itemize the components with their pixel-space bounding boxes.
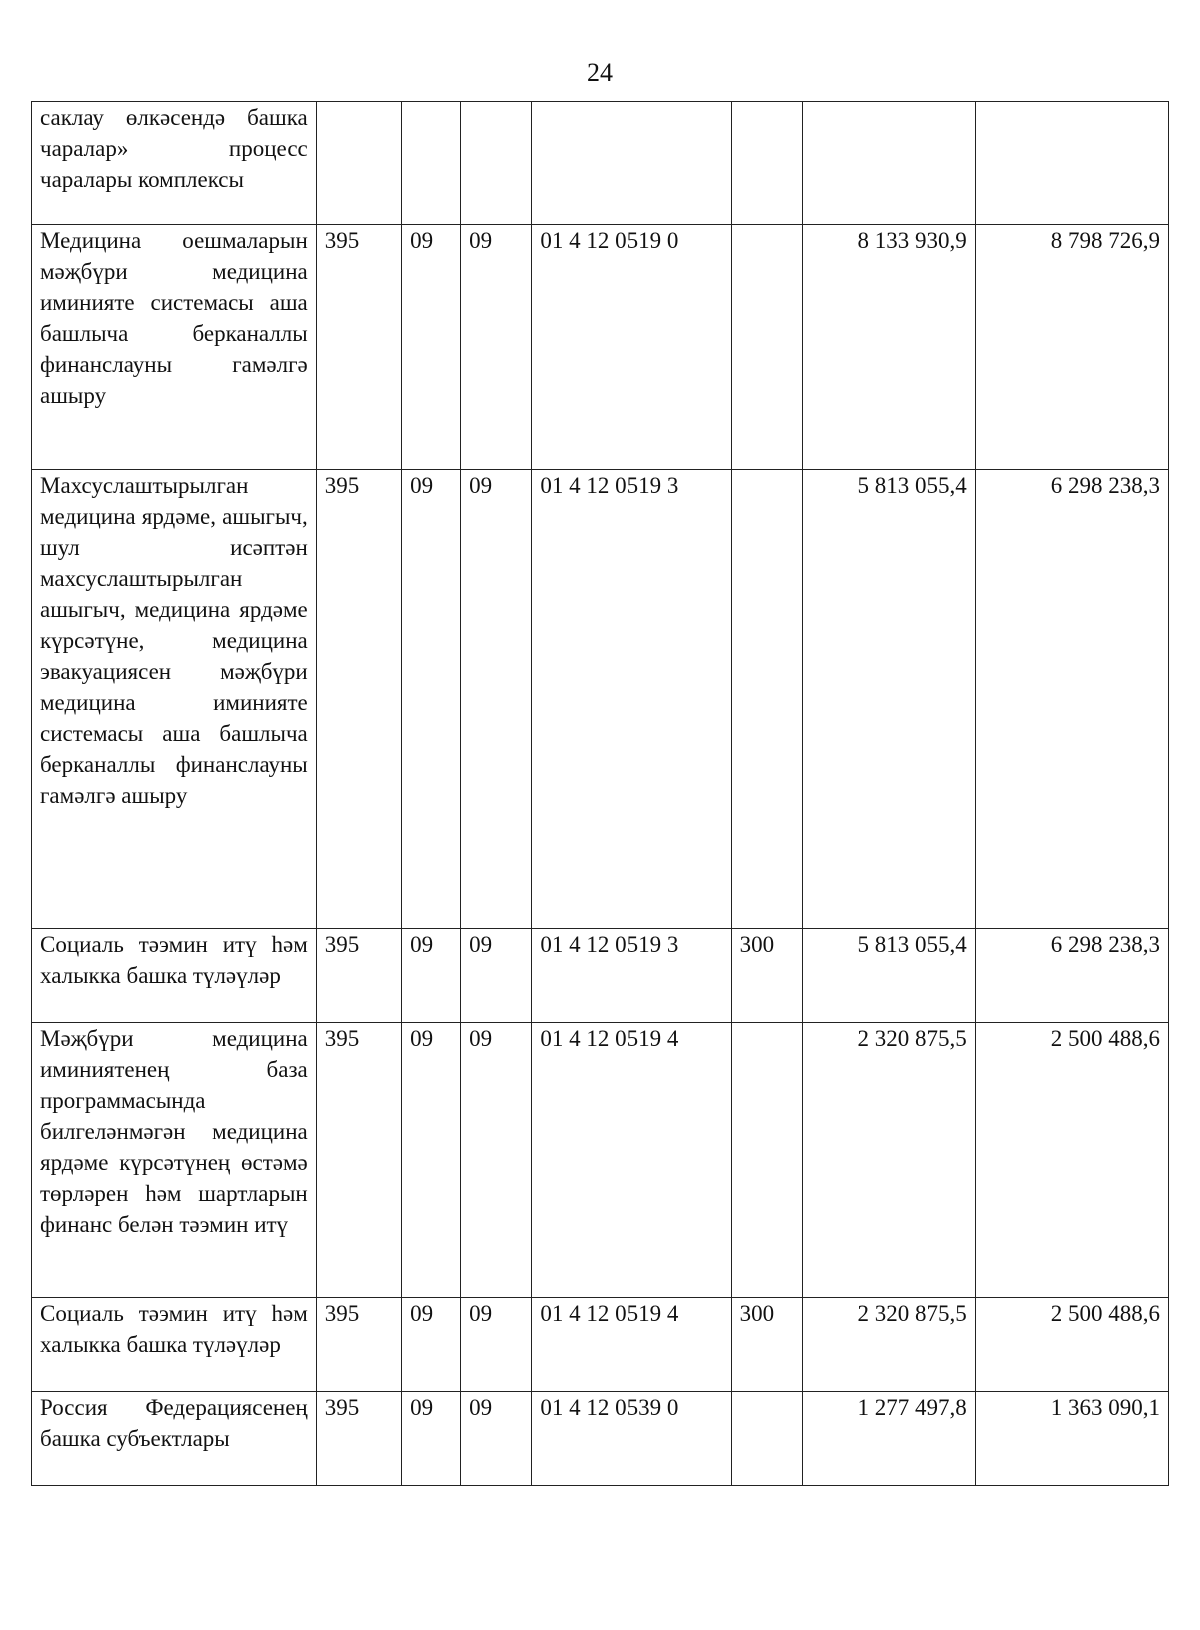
cell-csr: 01 4 12 0539 0 — [532, 1392, 731, 1486]
cell-section: 09 — [402, 1392, 461, 1486]
cell-year1: 1 277 497,8 — [802, 1392, 975, 1486]
cell-section — [402, 102, 461, 225]
cell-subsection: 09 — [461, 1023, 532, 1298]
cell-admin: 395 — [316, 1392, 401, 1486]
cell-year1: 5 813 055,4 — [802, 929, 975, 1023]
cell-vr — [731, 470, 802, 929]
cell-vr — [731, 225, 802, 470]
cell-name: Махсуслаштырылган медицина ярдәме, ашыгыч, шул исәптән махсуслаштырылган ашыгыч, медицина ярдәме күрсәтүне, медицина эвакуациясен мәҗбүри медицина иминияте системасы аша башлыча берканаллы финанслауны гамәлгә ашыру — [32, 470, 317, 929]
cell-year2: 2 500 488,6 — [975, 1023, 1168, 1298]
table-row — [32, 1298, 1169, 1392]
cell-admin — [316, 102, 401, 225]
cell-csr: 01 4 12 0519 4 — [532, 1298, 731, 1392]
cell-name: Россия Федерациясенең башка субъектлары — [32, 1392, 317, 1486]
table-row — [32, 102, 1169, 225]
cell-year1: 5 813 055,4 — [802, 470, 975, 929]
table-row — [32, 929, 1169, 1023]
cell-admin: 395 — [316, 225, 401, 470]
cell-vr — [731, 1023, 802, 1298]
page-number: 24 — [587, 58, 613, 87]
table-row — [32, 1023, 1169, 1298]
cell-year2: 2 500 488,6 — [975, 1298, 1168, 1392]
cell-year1 — [802, 102, 975, 225]
cell-year1: 2 320 875,5 — [802, 1298, 975, 1392]
cell-csr: 01 4 12 0519 3 — [532, 929, 731, 1023]
cell-year2: 1 363 090,1 — [975, 1392, 1168, 1486]
cell-subsection — [461, 102, 532, 225]
cell-section: 09 — [402, 470, 461, 929]
cell-vr: 300 — [731, 929, 802, 1023]
cell-vr: 300 — [731, 1298, 802, 1392]
cell-year1: 2 320 875,5 — [802, 1023, 975, 1298]
budget-table — [31, 101, 1169, 1486]
cell-section: 09 — [402, 225, 461, 470]
cell-csr: 01 4 12 0519 3 — [532, 470, 731, 929]
cell-csr: 01 4 12 0519 4 — [532, 1023, 731, 1298]
cell-name: Медицина оешмаларын мәҗбүри медицина иминияте системасы аша башлыча берканаллы финанслауны гамәлгә ашыру — [32, 225, 317, 470]
cell-section: 09 — [402, 1298, 461, 1392]
cell-year2: 6 298 238,3 — [975, 929, 1168, 1023]
cell-year2: 8 798 726,9 — [975, 225, 1168, 470]
cell-section: 09 — [402, 929, 461, 1023]
cell-subsection: 09 — [461, 470, 532, 929]
cell-year2: 6 298 238,3 — [975, 470, 1168, 929]
table-row — [32, 470, 1169, 929]
cell-name: Социаль тәэмин итү һәм халыкка башка түләүләр — [32, 929, 317, 1023]
cell-admin: 395 — [316, 470, 401, 929]
cell-name: Мәҗбүри медицина иминиятенең база программасында билгеләнмәгән медицина ярдәме күрсәтүнең өстәмә төрләрен һәм шартларын финанс белән тәэмин итү — [32, 1023, 317, 1298]
cell-subsection: 09 — [461, 225, 532, 470]
table-row — [32, 1392, 1169, 1486]
cell-vr — [731, 1392, 802, 1486]
cell-admin: 395 — [316, 1298, 401, 1392]
cell-admin: 395 — [316, 929, 401, 1023]
cell-admin: 395 — [316, 1023, 401, 1298]
cell-csr: 01 4 12 0519 0 — [532, 225, 731, 470]
cell-name: саклау өлкәсендә башка чаралар» процесс чаралары комплексы — [32, 102, 317, 225]
cell-year1: 8 133 930,9 — [802, 225, 975, 470]
cell-section: 09 — [402, 1023, 461, 1298]
table-row — [32, 225, 1169, 470]
cell-name: Социаль тәэмин итү һәм халыкка башка түләүләр — [32, 1298, 317, 1392]
cell-subsection: 09 — [461, 1298, 532, 1392]
cell-csr — [532, 102, 731, 225]
cell-vr — [731, 102, 802, 225]
cell-year2 — [975, 102, 1168, 225]
cell-subsection: 09 — [461, 929, 532, 1023]
cell-subsection: 09 — [461, 1392, 532, 1486]
